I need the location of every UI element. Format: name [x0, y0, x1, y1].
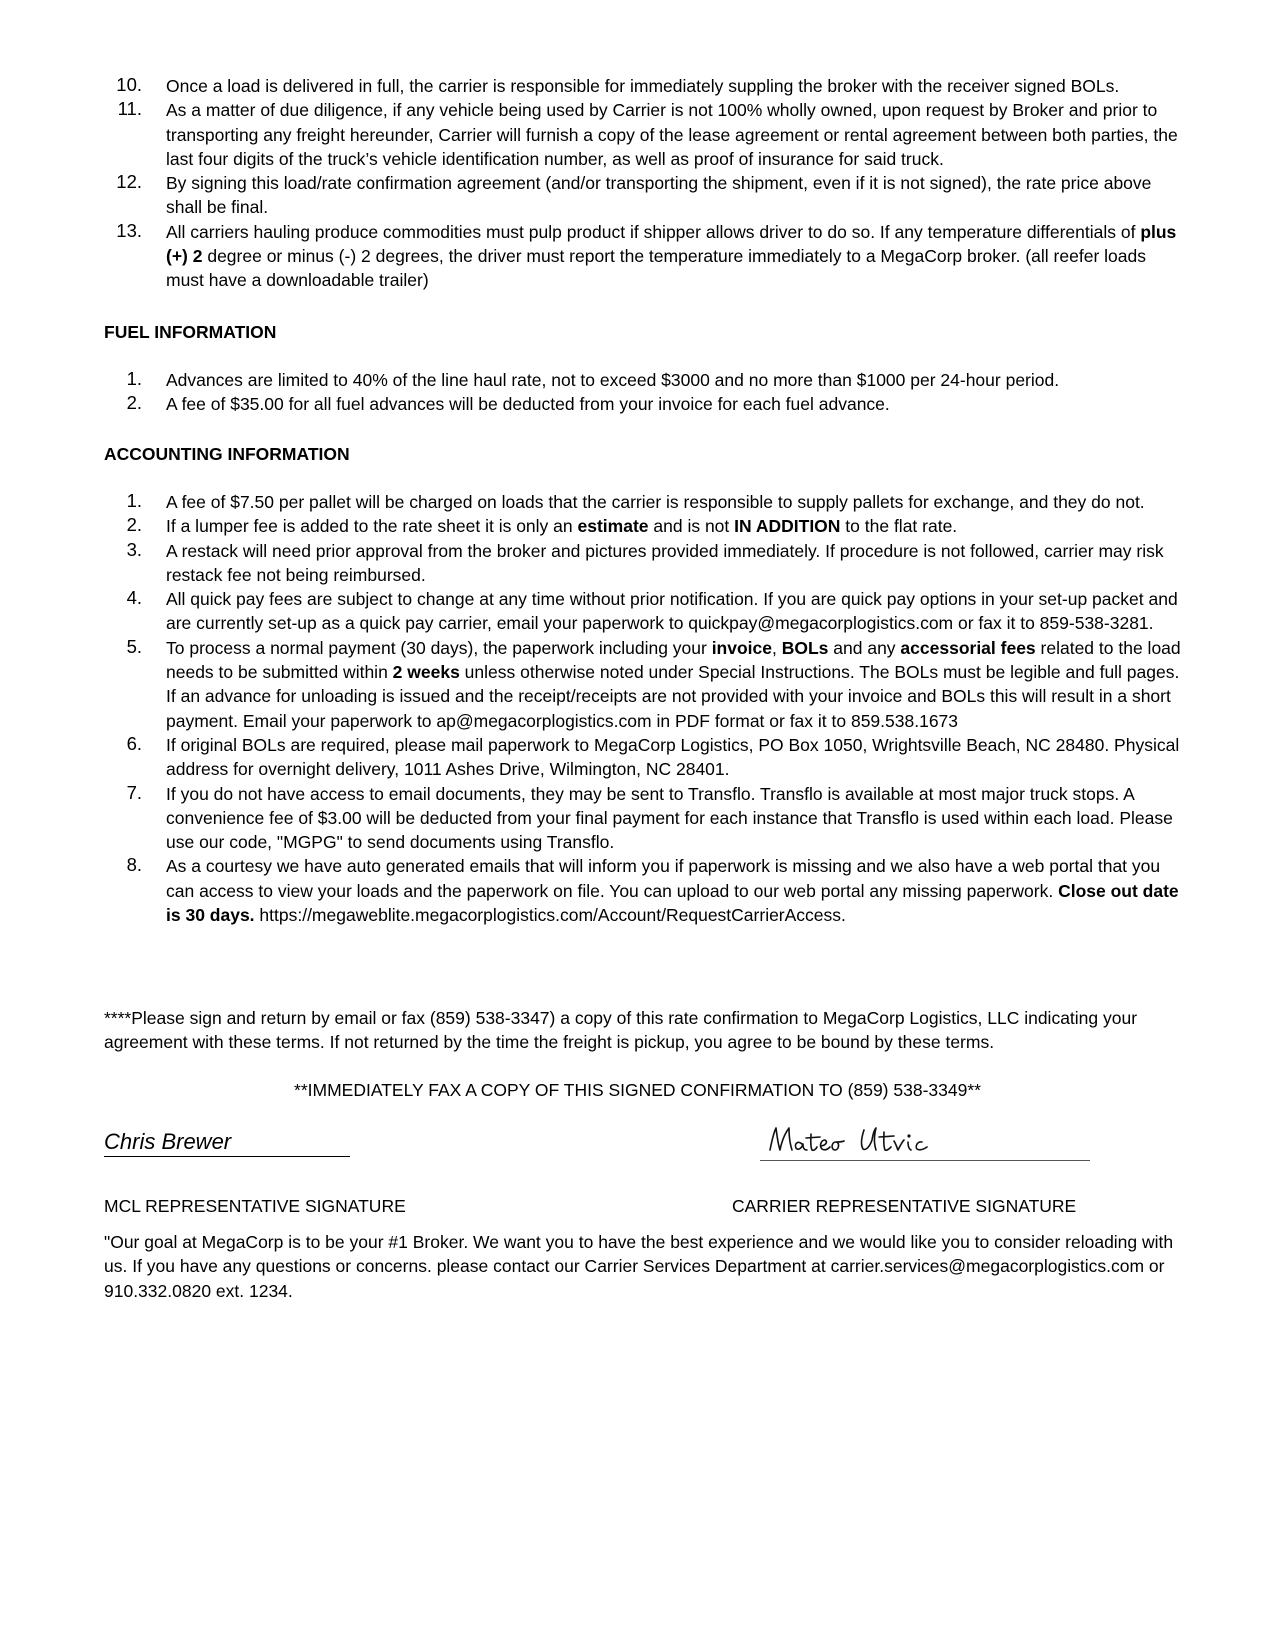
item-number: 2.: [126, 392, 142, 414]
list-item: [0, 490, 1186, 514]
fuel-list: [0, 368, 1275, 417]
carrier-signature-image: [764, 1120, 1004, 1164]
goal-paragraph: "Our goal at MegaCorp is to be your #1 Broker. We want you to have the best experience and we would like you to consider reloading with us. If you have any questions or concerns. please contact our Carrier Services Department at carrier.services@megacorplogistics.com or 910.332.0820 ext. 1234.: [104, 1232, 1174, 1301]
item-text: If original BOLs are required, please mail paperwork to MegaCorp Logistics, PO Box 1050, Wrightsville Beach, NC 28480. Physical address for overnight delivery, 1011 Ashes Drive, Wilmington, NC 28401.: [166, 734, 1180, 780]
list-item: [0, 74, 1186, 98]
mcl-signature: Chris Brewer: [104, 1128, 350, 1157]
list-item: [0, 782, 1186, 855]
item-text: To process a normal payment (30 days), the paperwork including your: [166, 637, 712, 658]
item-number: 8.: [126, 854, 142, 876]
item-number: 6.: [126, 732, 142, 754]
item-bold-text: invoice: [711, 637, 772, 658]
carrier-signature-line: [760, 1160, 1090, 1161]
item-number: 7.: [126, 781, 142, 803]
item-text: By signing this load/rate confirmation agreement (and/or transporting the shipment, even if it is not signed), the rate price above shall be final.: [166, 173, 1152, 218]
carrier-signature-label: CARRIER REPRESENTATIVE SIGNATURE: [732, 1196, 1077, 1216]
item-text: related to the load needs to be submitted within: [166, 637, 1181, 683]
list-item: [0, 368, 1186, 392]
list-item: [0, 220, 1186, 293]
item-bold-text: BOLs: [781, 637, 829, 658]
item-text: degree or minus (-) 2 degrees, the driver must report the temperature immediately to a MegaCorp broker. (all reefer loads must have a downloadable trailer): [166, 246, 1146, 291]
fax-notice: **IMMEDIATELY FAX A COPY OF THIS SIGNED CONFIRMATION TO (859) 538-3349**: [294, 1080, 981, 1100]
item-text: A fee of $7.50 per pallet will be charged on loads that the carrier is responsible to supply pallets for exchange, and they do not.: [166, 492, 1145, 512]
item-number: 1.: [126, 368, 142, 389]
item-number: 1.: [126, 490, 142, 511]
list-item: [0, 636, 1186, 733]
item-number: 4.: [126, 587, 142, 609]
item-bold-text: Close out date is 30 days.: [166, 880, 1179, 926]
item-text: and is not: [648, 516, 735, 537]
item-bold-text: 2 weeks: [392, 662, 460, 683]
item-text: Once a load is delivered in full, the carrier is responsible for immediately suppling the broker with the receiver signed BOLs.: [166, 76, 1120, 96]
item-number: 12.: [116, 171, 142, 193]
item-text: ,: [772, 637, 782, 658]
item-bold-text: accessorial fees: [900, 637, 1036, 658]
list-item: [0, 514, 1186, 538]
list-item: [0, 171, 1186, 220]
item-text: If you do not have access to email documents, they may be sent to Transflo. Transflo is available at most major truck stops. A convenience fee of $3.00 will be deducted from your final payment for each instance that Transflo is used within each load. Please use our code, "MGPG" to send documents using Transflo.: [166, 783, 1173, 853]
item-number: 2.: [126, 514, 142, 536]
item-text: If a lumper fee is added to the rate sheet it is only an: [166, 516, 578, 537]
list-item: [0, 854, 1186, 927]
accounting-list: [0, 490, 1275, 927]
sign-return-notice: ****Please sign and return by email or fax (859) 538-3347) a copy of this rate confirmation to MegaCorp Logistics, LLC indicating your agreement with these terms. If not returned by the time the freight is pickup, you agree to be bound by these terms.: [104, 1008, 1138, 1053]
item-text: All quick pay fees are subject to change at any time without prior notification. If you are quick pay options in your set-up packet and are currently set-up as a quick pay carrier, email your paperwork to quickpay@megacorplogistics.com or fax it to 859-538-3281.: [166, 589, 1178, 634]
item-text: A restack will need prior approval from the broker and pictures provided immediately. If procedure is not followed, carrier may risk restack fee not being reimbursed.: [166, 540, 1164, 585]
item-text: All carriers hauling produce commodities must pulp product if shipper allows driver to do so. If any temperature differentials of: [166, 221, 1141, 242]
accounting-heading: ACCOUNTING INFORMATION: [104, 444, 350, 464]
item-text: and any: [828, 637, 901, 658]
terms-list: [0, 74, 1275, 293]
list-item: [0, 539, 1186, 588]
item-text: https://megaweblite.megacorplogistics.com/Account/RequestCarrierAccess.: [254, 905, 846, 926]
fuel-heading: FUEL INFORMATION: [104, 322, 277, 342]
item-text: unless otherwise noted under Special Instructions. The BOLs must be legible and full pages. If an advance for unloading is issued and the receipt/receipts are not provided with your invoice and BOLs this will result in a short payment. Email your paperwork to ap@megacorplogistics.com in PDF format or fax it to 859.538.1673: [166, 662, 1180, 731]
item-text: to the flat rate.: [840, 516, 958, 537]
mcl-signature-label: MCL REPRESENTATIVE SIGNATURE: [104, 1196, 406, 1216]
item-text: As a matter of due diligence, if any vehicle being used by Carrier is not 100% wholly owned, upon request by Broker and prior to transporting any freight hereunder, Carrier will furnish a copy of the lease agreement or rental agreement between both parties, the last four digits of the truck’s vehicle identification number, as well as proof of insurance for said truck.: [166, 100, 1178, 169]
item-bold-text: plus (+) 2: [166, 221, 1177, 267]
item-bold-text: IN ADDITION: [734, 516, 841, 537]
list-item: [0, 587, 1186, 636]
item-number: 10.: [116, 74, 142, 95]
item-number: 5.: [126, 635, 142, 657]
item-number: 3.: [126, 538, 142, 560]
item-number: 11.: [117, 98, 142, 120]
list-item: [0, 733, 1186, 782]
item-text: As a courtesy we have auto generated emails that will inform you if paperwork is missing and we also have a web portal that you can access to view your loads and the paperwork on file. You can upload to our web portal any missing paperwork.: [166, 856, 1161, 901]
item-number: 13.: [116, 219, 142, 241]
item-bold-text: estimate: [577, 516, 649, 537]
item-text: A fee of $35.00 for all fuel advances will be deducted from your invoice for each fuel advance.: [166, 394, 890, 415]
list-item: [0, 392, 1186, 416]
list-item: [0, 98, 1186, 171]
item-text: Advances are limited to 40% of the line haul rate, not to exceed $3000 and no more than $1000 per 24-hour period.: [166, 370, 1060, 390]
